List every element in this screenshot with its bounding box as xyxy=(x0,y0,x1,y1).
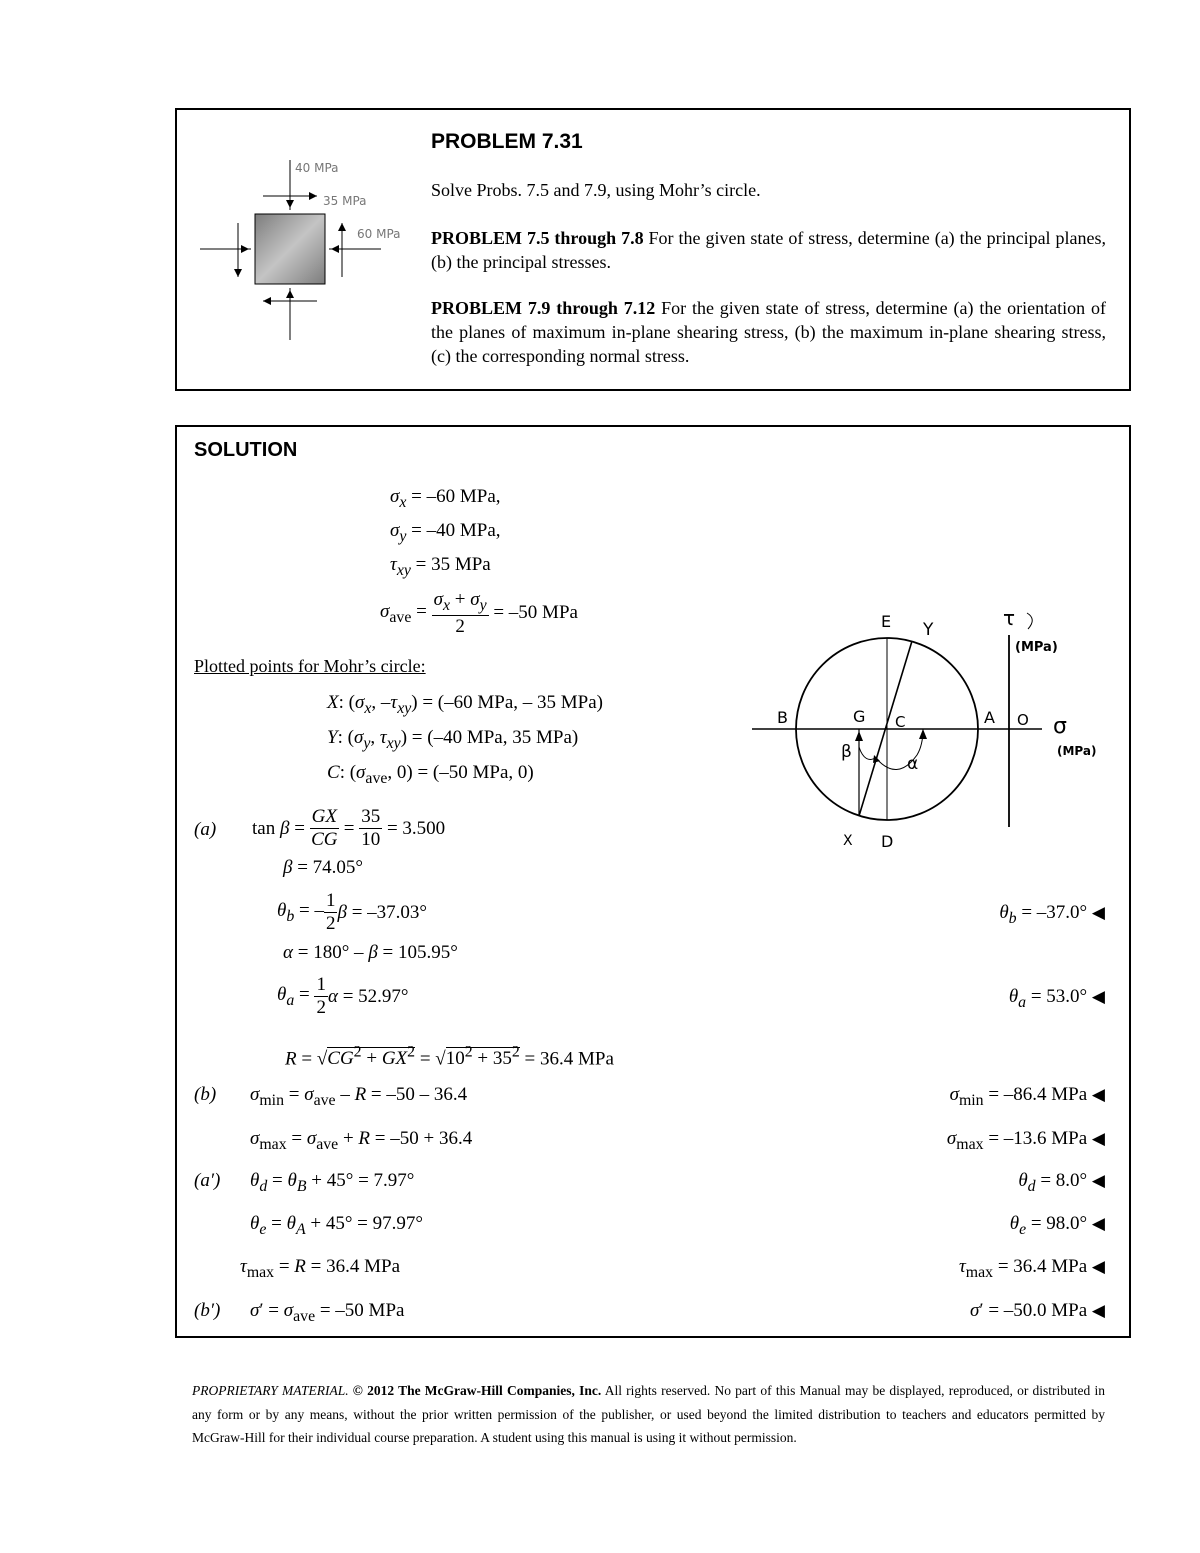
beta-value: β = 74.05° xyxy=(283,857,364,878)
tan-beta-equation: tan β = $\frac{GX}{CG}$ = $\frac{35}{10}$ = 3.500 xyxy=(252,806,446,850)
problem-7-9-body: For the given state of stress, determine (a) the orientation of the planes of maximum in-plane shearing stress, (b) the maximum in-plane shearing stress, (c) the corresponding normal stress. xyxy=(431,298,1106,366)
label-sigma-unit: (MPa) xyxy=(1057,744,1097,758)
given-tau-xy: $\tau_{xy} = 35$ MPa xyxy=(390,554,491,579)
tag-a: (a) xyxy=(194,819,217,840)
stress-element-square xyxy=(255,214,325,284)
theta-a-equation: $\theta_a$ = $\frac{1}{2}$ α = 52.97° xyxy=(277,974,409,1018)
answer-theta-d: $\theta_d = 8.0^\circ$ ◀ xyxy=(1018,1170,1105,1195)
given-sigma-x: $\sigma_x = -60$ MPa, xyxy=(390,486,501,511)
answer-theta-b: $\theta_b = -37.0^\circ$ ◀ xyxy=(999,902,1105,927)
problem-7-9-text xyxy=(431,296,1106,368)
problem-7-5-body: For the given state of stress, determine (a) the principal planes, (b) the principal stresses. xyxy=(431,228,1107,272)
sigma-prime-equation: $\sigma' = \sigma_{ave} = -50$ MPa xyxy=(250,1300,405,1325)
label-x: X xyxy=(843,833,853,849)
label-g: G xyxy=(853,707,866,726)
tau-rotation-arrow xyxy=(1027,613,1032,629)
solution-box xyxy=(175,425,1131,1338)
problem-box xyxy=(175,108,1131,391)
point-y: Y: ($\sigma_y$, $\tau_{xy}) = (-40$ MPa, 35 MPa) xyxy=(327,727,579,752)
label-b: B xyxy=(777,708,788,727)
mohrs-circle-diagram xyxy=(747,605,1107,855)
label-tau: τ xyxy=(1003,606,1016,630)
footer-copyright: © 2012 The McGraw-Hill Companies, Inc. xyxy=(352,1383,602,1398)
problem-7-9-label: PROBLEM 7.9 through 7.12 xyxy=(431,298,656,318)
radius-equation: $R = √CG^2 + GX^2 = √10^2 + 35^2 = 36.4$ MPa xyxy=(285,1044,614,1070)
problem-intro: Solve Probs. 7.5 and 7.9, using Mohr’s circle. xyxy=(431,180,761,200)
tag-b-prime: (b′) xyxy=(194,1300,221,1321)
footer-text: All rights reserved. No part of this Manual may be displayed, reproduced, or distributed in any form or by any means, without the prior written permission of the publisher, or used beyond the limited distribution to teachers and educators permitted by McGraw-Hill for their individual course preparation. A student using this manual is using it without permission. xyxy=(192,1383,1105,1445)
label-40-mpa: 40 MPa xyxy=(295,161,339,175)
label-tau-unit: (MPa) xyxy=(1015,640,1058,655)
theta-d-equation: $\theta_d = \theta_B + 45^\circ = 7.97^\circ$ xyxy=(250,1170,415,1195)
tag-a-prime: (a′) xyxy=(194,1170,221,1191)
answer-sigma-min: $\sigma_{min} = -86.4$ MPa ◀ xyxy=(949,1084,1105,1109)
given-sigma-y: $\sigma_y = -40$ MPa, xyxy=(390,520,501,545)
problem-7-5-text xyxy=(431,226,1106,274)
label-beta: β xyxy=(841,742,852,762)
label-60-mpa: 60 MPa xyxy=(357,227,401,241)
label-a: A xyxy=(984,708,995,727)
problem-7-5-label: PROBLEM 7.5 through 7.8 xyxy=(431,228,644,248)
label-y: Y xyxy=(923,620,934,640)
label-e: E xyxy=(881,612,892,631)
label-35-mpa: 35 MPa xyxy=(323,194,367,208)
alpha-value: α = 180° – β = 105.95° xyxy=(283,942,458,963)
label-alpha: α xyxy=(907,754,919,774)
plotted-points-heading: Plotted points for Mohr’s circle: xyxy=(194,656,426,676)
point-x: X: ($\sigma_x$, $-\tau_{xy}) = (-60$ MPa, – 35 MPa) xyxy=(327,692,603,717)
label-o: O xyxy=(1017,711,1029,729)
answer-theta-a: $\theta_a = 53.0^\circ$ ◀ xyxy=(1008,986,1105,1011)
theta-e-equation: $\theta_e = \theta_A + 45^\circ = 97.97^\circ$ xyxy=(250,1213,423,1238)
sigma-max-equation: $\sigma_{max} = \sigma_{ave} + R = -50 + 36.4$ xyxy=(250,1128,473,1153)
answer-sigma-max: $\sigma_{max} = -13.6$ MPa ◀ xyxy=(946,1128,1105,1153)
answer-theta-e: $\theta_e = 98.0^\circ$ ◀ xyxy=(1009,1213,1105,1238)
footer-label: PROPRIETARY MATERIAL. xyxy=(192,1383,349,1398)
answer-tau-max: $\tau_{max} = 36.4$ MPa ◀ xyxy=(958,1256,1105,1281)
sigma-min-equation: $\sigma_{min} = \sigma_{ave} - R = -50 - 36.4$ xyxy=(250,1084,468,1109)
answer-sigma-prime: σ′ = –50.0 MPa ◀ xyxy=(970,1300,1105,1321)
label-d: D xyxy=(881,832,894,851)
sigma-ave-equation: $\sigma_{ave}$ = $\frac{\sigma_x + \sigma_y}{2}$ = –50 MPa xyxy=(380,589,578,637)
solution-heading: SOLUTION xyxy=(194,439,298,461)
footer-notice xyxy=(192,1379,1105,1450)
theta-b-equation: $\theta_b$ = – 1 2 β = –37.03° xyxy=(277,890,428,934)
problem-title: PROBLEM 7.31 xyxy=(431,130,583,153)
point-c: C: ($\sigma_{ave}$, 0) = (–50 MPa, 0) xyxy=(327,762,534,787)
tag-b: (b) xyxy=(194,1084,217,1105)
stress-element-figure xyxy=(195,150,435,350)
label-sigma: σ xyxy=(1053,714,1067,739)
label-c: C xyxy=(895,713,906,731)
tau-max-equation: $\tau_{max} = R = 36.4$ MPa xyxy=(240,1256,401,1281)
